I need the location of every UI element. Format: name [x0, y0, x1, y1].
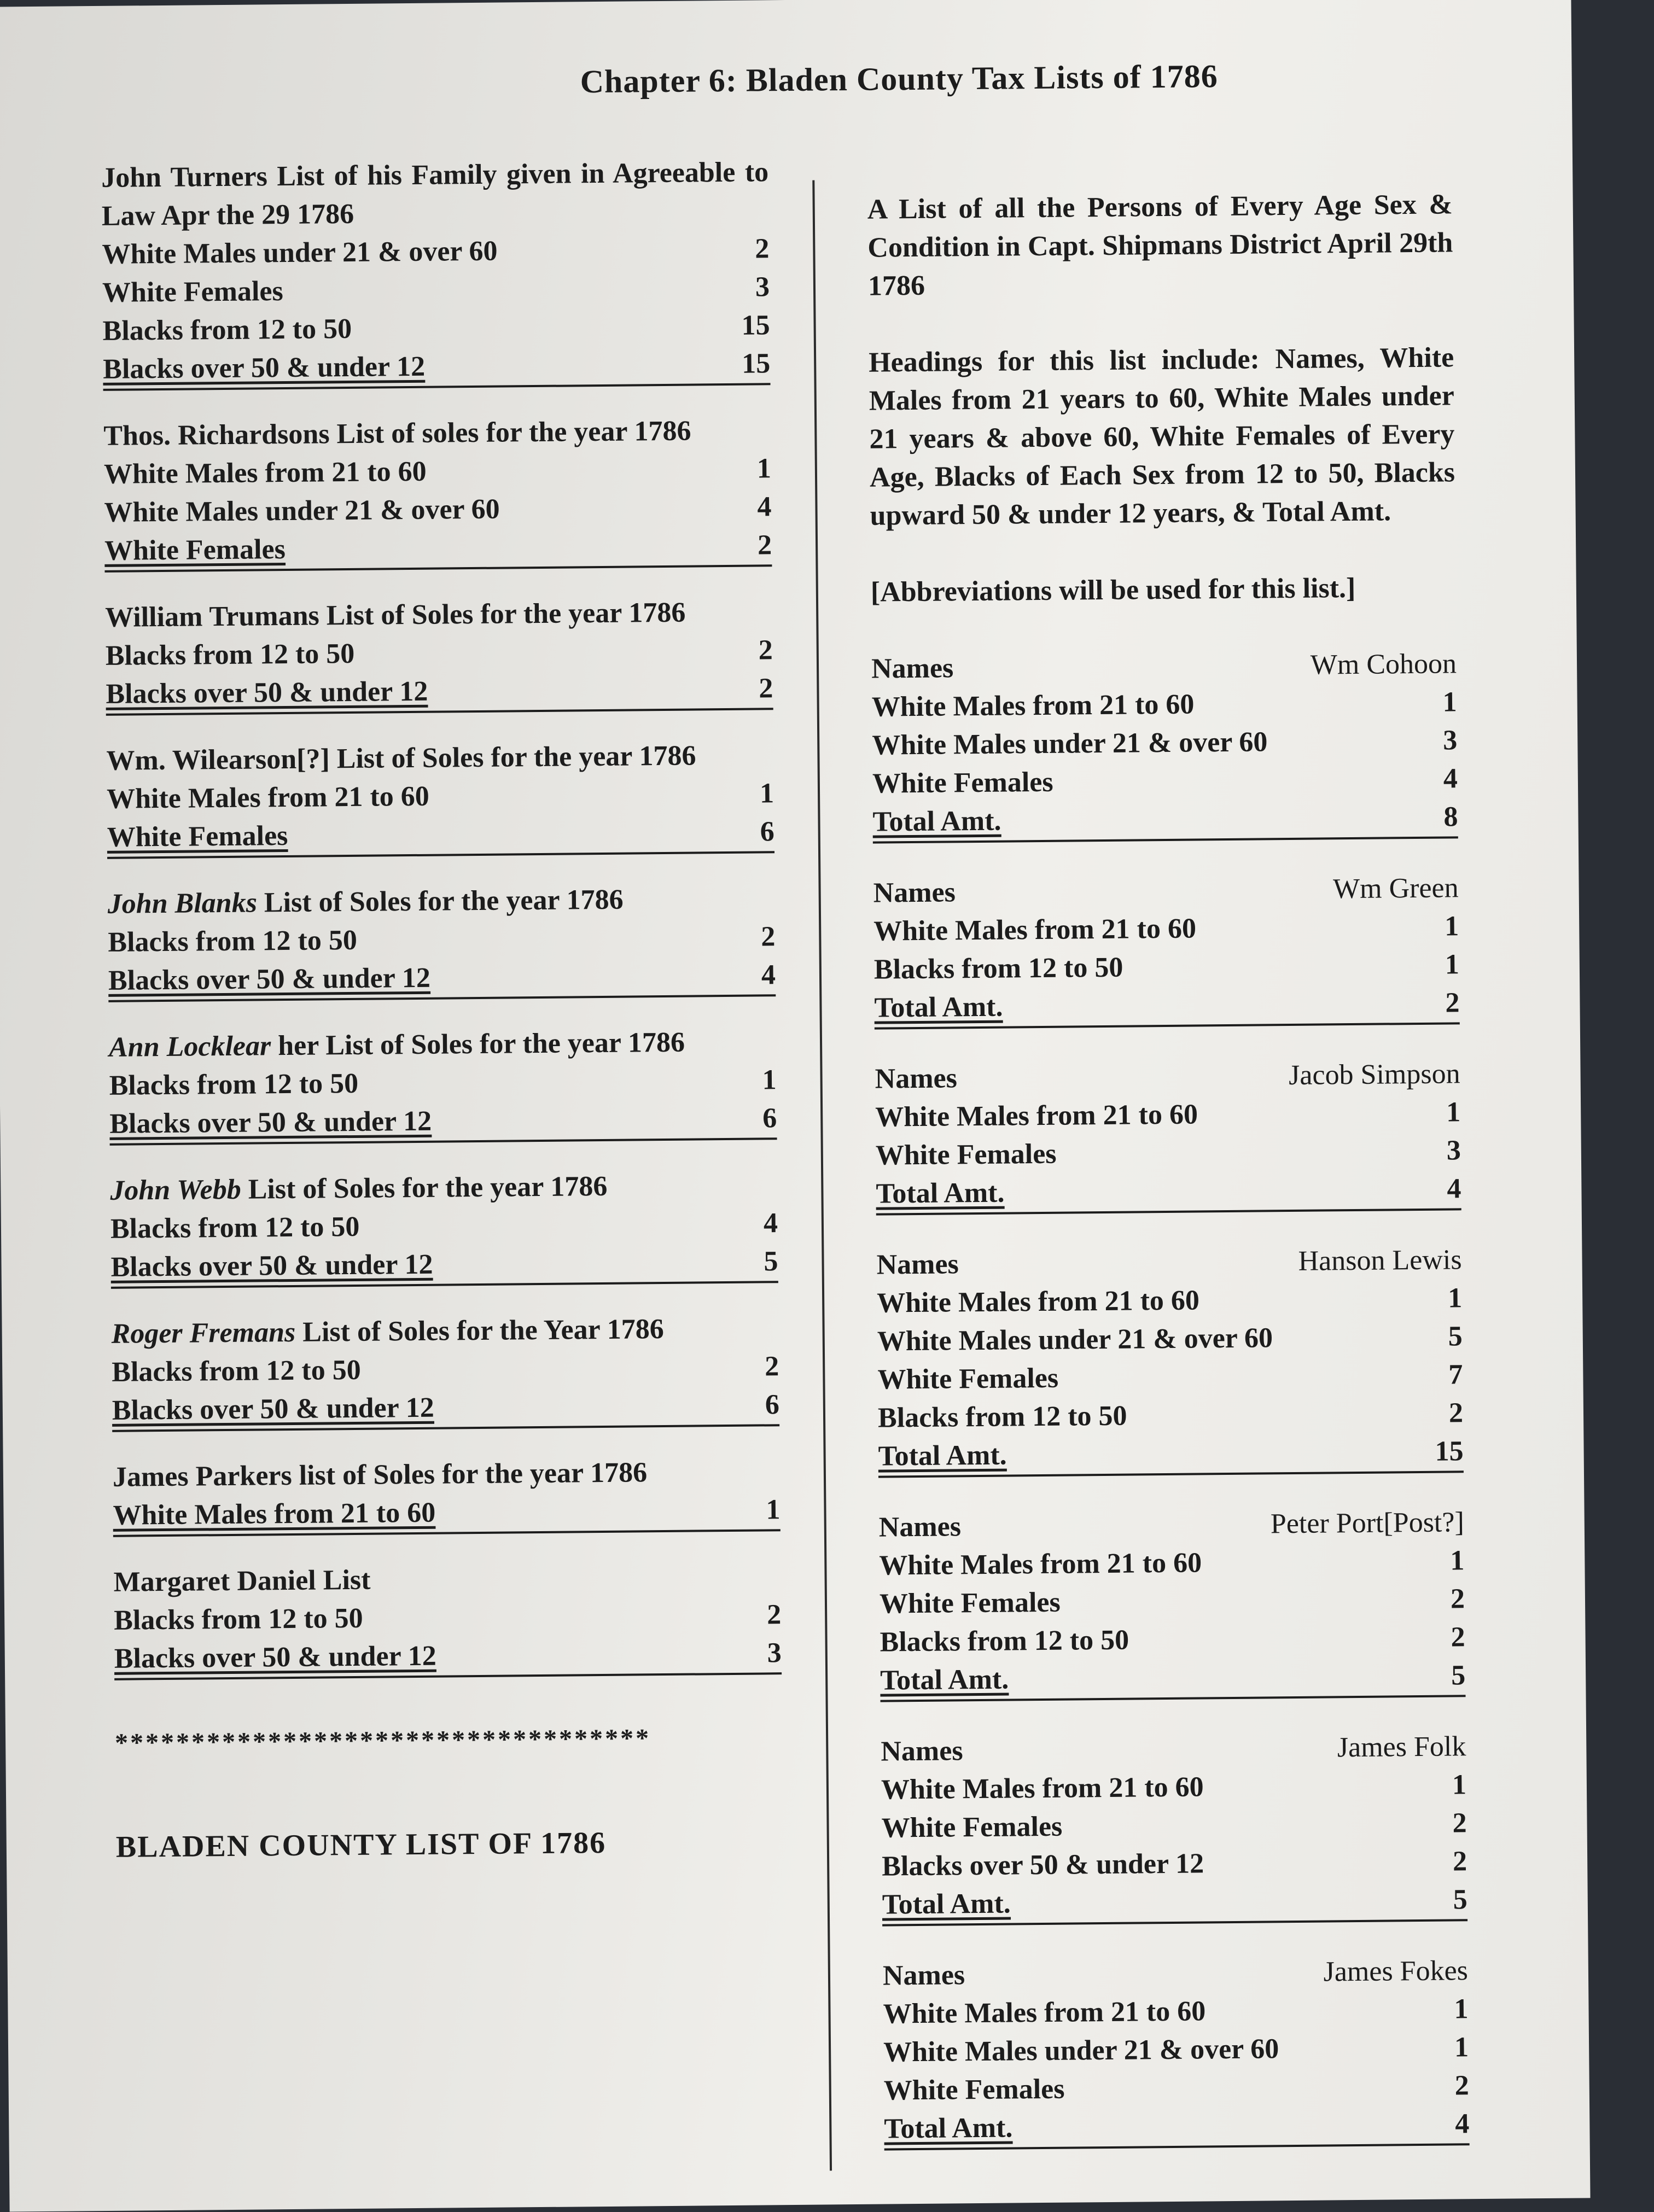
row-value: 5	[1451, 1660, 1466, 1691]
entry-row	[876, 1170, 1461, 1215]
person-entry	[875, 1055, 1461, 1215]
row-value: 1	[1452, 1769, 1467, 1801]
row-value: 4	[1455, 2108, 1470, 2140]
entry-row	[104, 450, 772, 494]
entry-title	[101, 153, 769, 236]
row-label: Blacks over 50 & under 12	[110, 1248, 433, 1283]
row-value: 1	[1447, 1282, 1463, 1314]
row-value: 15	[741, 310, 770, 341]
entry-row	[107, 774, 774, 819]
entry-person-name: John Blanks	[107, 887, 258, 920]
entry-row	[872, 798, 1458, 843]
person-entry	[883, 1952, 1470, 2150]
entry-row	[110, 1242, 778, 1289]
row-value: 2	[1445, 987, 1460, 1019]
entry-row	[110, 1204, 778, 1248]
entry-row	[103, 345, 771, 391]
row-label: Total Amt.	[884, 2112, 1013, 2145]
entry-person-name: Ann Locklear	[108, 1030, 271, 1063]
names-row	[876, 1241, 1462, 1284]
entry-title-text: Margaret Daniel List	[113, 1564, 371, 1598]
row-value: 1	[759, 778, 774, 809]
entry-row	[876, 1131, 1461, 1175]
person-entry	[876, 1241, 1464, 1478]
entry-row	[881, 1804, 1467, 1847]
row-label: White Males from 21 to 60	[883, 1995, 1206, 2030]
row-label: White Males from 21 to 60	[873, 913, 1197, 947]
county-heading: BLADEN COUNTY LIST OF 1786	[115, 1825, 607, 1864]
entry-row	[884, 2105, 1470, 2150]
list-headings-note: Headings for this list include: Names, White Males from 21 years to 60, White Males under 21 years & above 60, White Females of Every Age, Blacks of Each Sex from 12 to 50, Blacks upward 50 & under 12 years, & Total Amt.	[868, 342, 1455, 532]
row-label: Total Amt.	[882, 1888, 1011, 1921]
row-value: 3	[767, 1637, 782, 1669]
entry-title-text: her List of Soles for the year 1786	[270, 1026, 685, 1062]
left-column	[101, 153, 783, 1866]
names-label: Names	[875, 1063, 958, 1095]
row-label: Blacks over 50 & under 12	[106, 675, 428, 710]
entry-row	[880, 1618, 1465, 1661]
names-label: Names	[881, 1735, 963, 1767]
row-value: 3	[1446, 1135, 1461, 1166]
entry-row	[107, 813, 774, 859]
row-label: Blacks from 12 to 50	[109, 1067, 359, 1101]
entry-title	[113, 1452, 781, 1497]
row-label: White Males from 21 to 60	[871, 688, 1195, 723]
row-value: 2	[1454, 2070, 1469, 2102]
entry-row	[108, 918, 776, 962]
row-label: White Males from 21 to 60	[103, 456, 427, 490]
row-value: 1	[1454, 1993, 1469, 2025]
names-label: Names	[876, 1248, 959, 1281]
row-label: Blacks over 50 & under 12	[108, 962, 431, 996]
entry-title-text: Wm. Wilearson[?] List of Soles for the year 1786	[106, 740, 696, 777]
entry-row	[109, 1061, 777, 1105]
row-value: 2	[1450, 1583, 1465, 1615]
tax-list-entry	[101, 153, 771, 391]
row-value: 15	[741, 348, 771, 380]
row-label: Blacks from 12 to 50	[105, 638, 355, 672]
entry-row	[108, 956, 776, 1002]
person-name: Wm Green	[1332, 872, 1459, 905]
entry-row	[113, 1491, 781, 1537]
row-label: Blacks from 12 to 50	[880, 1624, 1129, 1658]
entry-title-text: List of Soles for the year 1786	[257, 884, 624, 919]
tax-list-entry	[107, 879, 776, 1002]
entry-title	[110, 1166, 778, 1210]
entry-row	[106, 631, 773, 675]
row-label: White Females	[104, 534, 286, 567]
names-label: Names	[878, 1511, 962, 1543]
row-label: Total Amt.	[876, 1177, 1005, 1210]
row-label: White Males under 21 & over 60	[877, 1322, 1273, 1357]
row-value: 4	[763, 1207, 778, 1239]
row-value: 8	[1443, 801, 1458, 833]
entry-row	[104, 488, 772, 532]
entry-row	[109, 1099, 777, 1146]
row-value: 6	[765, 1389, 780, 1421]
names-row	[878, 1503, 1464, 1546]
right-column	[867, 185, 1470, 2181]
row-value: 2	[759, 673, 773, 704]
row-label: White Females	[875, 1138, 1057, 1171]
row-value: 2	[766, 1599, 782, 1631]
entry-row	[102, 230, 770, 274]
row-label: Blacks over 50 & under 12	[112, 1392, 434, 1426]
row-label: White Females	[102, 276, 283, 308]
row-value: 15	[1435, 1435, 1464, 1467]
person-entry	[881, 1727, 1467, 1926]
entry-title	[106, 736, 774, 780]
abbreviation-note: [Abbreviations will be used for this list.]	[870, 572, 1356, 608]
entry-title-text: Thos. Richardsons List of soles for the year 1786	[103, 415, 691, 452]
row-value: 2	[757, 529, 772, 561]
row-value: 1	[1442, 686, 1457, 718]
right-entries	[871, 645, 1470, 2150]
entry-row	[882, 1842, 1467, 1886]
entry-row	[883, 2028, 1469, 2071]
page-title: Chapter 6: Bladen County Tax Lists of 1786	[580, 58, 1218, 100]
row-label: Blacks over 50 & under 12	[109, 1105, 432, 1140]
person-entry	[873, 869, 1459, 1029]
entry-row	[878, 1394, 1464, 1437]
row-value: 5	[764, 1246, 778, 1277]
row-value: 1	[762, 1064, 777, 1096]
entry-person-name: Roger Fremans	[111, 1316, 296, 1350]
entry-row	[104, 526, 772, 573]
entry-title	[103, 411, 771, 456]
entry-title-text: List of Soles for the year 1786	[241, 1170, 608, 1205]
row-label: Blacks over 50 & under 12	[114, 1640, 436, 1674]
entry-row	[872, 760, 1458, 803]
entry-row	[883, 2067, 1469, 2110]
separator-stars: ***********************************	[114, 1724, 651, 1758]
row-value: 2	[1448, 1397, 1464, 1429]
person-name: Wm Cohoon	[1310, 648, 1457, 681]
row-label: Total Amt.	[878, 1439, 1007, 1472]
row-label: Total Amt.	[872, 805, 1001, 838]
entry-row	[873, 907, 1459, 950]
entry-row	[878, 1432, 1464, 1478]
entry-title-text: William Trumans List of Soles for the year 1786	[104, 597, 686, 633]
entry-row	[102, 306, 770, 351]
row-label: White Females	[883, 2073, 1065, 2106]
list-intro: A List of all the Persons of Every Age Sex & Condition in Capt. Shipmans District April 29th 1786	[867, 189, 1453, 302]
column-divider	[812, 180, 832, 2171]
names-row	[881, 1727, 1466, 1771]
person-entry	[871, 645, 1458, 843]
entry-row	[881, 1766, 1467, 1809]
entry-row	[102, 268, 770, 312]
row-label: Blacks from 12 to 50	[108, 924, 358, 958]
row-label: White Males from 21 to 60	[106, 780, 430, 815]
entry-title-text: John Turners List of his Family given in Agreeable to Law Apr the 29 1786	[101, 156, 769, 232]
row-label: White Females	[107, 820, 288, 853]
row-value: 2	[1452, 1807, 1467, 1839]
names-row	[875, 1055, 1460, 1098]
tax-list-entry	[109, 1023, 777, 1146]
row-value: 3	[1443, 725, 1458, 756]
entry-row	[882, 1881, 1468, 1926]
entry-title-text: James Parkers list of Soles for the year 1786	[112, 1457, 648, 1493]
entry-row	[883, 1990, 1469, 2033]
tax-list-entry	[105, 593, 773, 716]
row-label: Blacks from 12 to 50	[110, 1211, 360, 1245]
row-label: White Females	[872, 766, 1053, 799]
row-value: 2	[1451, 1621, 1465, 1653]
row-label: White Males from 21 to 60	[881, 1771, 1204, 1806]
names-row	[883, 1952, 1469, 1995]
row-label: White Females	[879, 1586, 1061, 1620]
person-name: Peter Port[Post?]	[1270, 1507, 1464, 1540]
row-value: 1	[1445, 949, 1460, 980]
entry-title	[107, 879, 775, 924]
entry-row	[871, 683, 1457, 726]
row-value: 4	[1443, 763, 1458, 795]
row-value: 1	[1454, 2032, 1469, 2063]
row-label: White Males from 21 to 60	[876, 1285, 1200, 1319]
row-label: Total Amt.	[880, 1664, 1009, 1696]
row-value: 2	[1452, 1846, 1467, 1877]
entry-row	[877, 1279, 1463, 1322]
entry-row	[880, 1580, 1465, 1623]
row-label: Blacks from 12 to 50	[112, 1354, 361, 1388]
person-name: James Fokes	[1323, 1955, 1469, 1988]
entry-row	[880, 1656, 1466, 1702]
entry-row	[114, 1634, 782, 1680]
row-label: White Males under 21 & over 60	[872, 726, 1268, 761]
tax-list-entry	[106, 736, 774, 859]
names-row	[871, 645, 1457, 688]
tax-list-entry	[113, 1557, 782, 1680]
row-value: 1	[1450, 1545, 1465, 1577]
entry-title	[105, 593, 773, 637]
row-label: White Females	[881, 1811, 1063, 1844]
row-value: 2	[764, 1351, 779, 1382]
row-value: 2	[761, 921, 776, 953]
names-row	[873, 869, 1459, 912]
entry-row	[874, 946, 1460, 989]
row-label: White Males under 21 & over 60	[104, 493, 500, 528]
row-label: White Males from 21 to 60	[113, 1497, 436, 1531]
row-value: 1	[1444, 911, 1459, 942]
tax-list-entry	[103, 411, 772, 573]
row-label: Blacks from 12 to 50	[102, 313, 352, 347]
person-entry	[878, 1503, 1465, 1702]
row-label: Blacks over 50 & under 12	[881, 1848, 1204, 1882]
row-label: Blacks from 12 to 50	[113, 1602, 363, 1636]
row-value: 5	[1448, 1321, 1463, 1352]
entry-row	[877, 1356, 1463, 1399]
entry-person-name: John Webb	[110, 1174, 241, 1206]
entry-row	[112, 1347, 779, 1392]
row-value: 1	[766, 1494, 781, 1526]
entry-row	[112, 1386, 780, 1432]
row-value: 4	[761, 959, 776, 991]
row-label: Total Amt.	[874, 991, 1003, 1024]
person-name: Hanson Lewis	[1298, 1244, 1462, 1277]
row-label: Blacks from 12 to 50	[877, 1400, 1127, 1434]
row-value: 2	[755, 233, 770, 265]
row-value: 1	[756, 453, 772, 485]
entry-row	[879, 1542, 1465, 1585]
row-label: White Males under 21 & over 60	[883, 2033, 1279, 2068]
row-label: Blacks over 50 & under 12	[103, 351, 426, 385]
row-value: 2	[758, 634, 773, 666]
names-label: Names	[871, 652, 954, 685]
entry-title	[111, 1309, 779, 1353]
row-value: 6	[760, 816, 774, 848]
entry-row	[114, 1596, 782, 1640]
row-label: White Males under 21 & over 60	[102, 235, 498, 270]
entry-row	[106, 669, 773, 716]
entry-row	[872, 721, 1458, 764]
names-label: Names	[873, 877, 956, 909]
row-value: 4	[757, 491, 772, 523]
row-label: White Males from 21 to 60	[875, 1099, 1198, 1133]
tax-list-entry	[111, 1309, 779, 1432]
person-name: James Folk	[1337, 1731, 1466, 1764]
row-label: Blacks from 12 to 50	[873, 952, 1123, 985]
row-value: 3	[755, 271, 770, 303]
entry-title	[109, 1023, 777, 1067]
tax-list-entry	[110, 1166, 778, 1289]
row-label: White Females	[877, 1362, 1059, 1396]
row-value: 5	[1453, 1884, 1468, 1916]
entry-title	[113, 1557, 781, 1602]
row-label: White Males from 21 to 60	[879, 1547, 1202, 1581]
row-value: 6	[762, 1102, 777, 1134]
names-label: Names	[882, 1959, 965, 1992]
tax-list-entry	[113, 1452, 781, 1537]
entry-row	[875, 1093, 1461, 1136]
entry-row	[874, 984, 1460, 1029]
person-name: Jacob Simpson	[1288, 1058, 1460, 1092]
row-value: 7	[1448, 1359, 1463, 1391]
row-value: 4	[1447, 1173, 1461, 1205]
entry-row	[877, 1317, 1463, 1361]
row-value: 1	[1446, 1096, 1461, 1128]
entry-title-text: List of Soles for the Year 1786	[295, 1314, 665, 1348]
